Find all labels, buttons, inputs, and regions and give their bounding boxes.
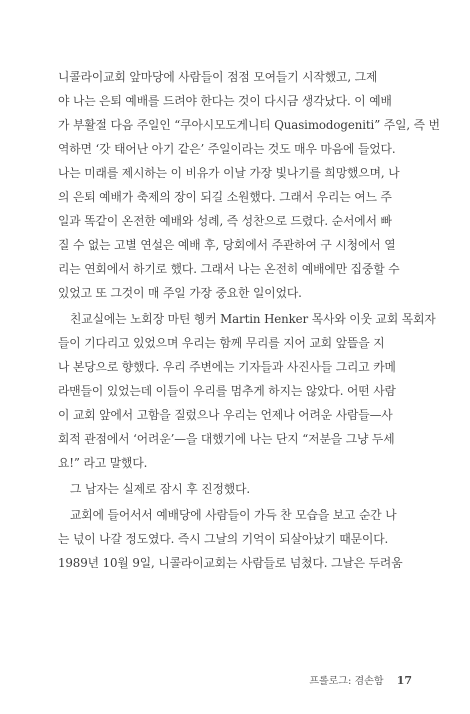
text-line: 1989년 10월 9일, 니콜라이교회는 사람들로 넘쳤다. 그날은 두려움: [58, 556, 403, 570]
paragraph-start-line: 교회에 들어서서 예배당에 사람들이 가득 찬 모습을 보고 순간 나: [70, 508, 397, 522]
text-line: 라맨들이 있었는데 이들이 우리를 멈추게 하지는 않았다. 어떤 사람: [58, 384, 396, 398]
text-line: 의 은퇴 예배가 축제의 장이 되길 소원했다. 그래서 우리는 여느 주: [58, 190, 392, 204]
text-line: 니콜라이교회 앞마당에 사람들이 점점 모여들기 시작했고, 그제: [58, 70, 378, 84]
text-line: 질 수 없는 고별 연설은 예배 후, 당회에서 주관하여 구 시청에서 열: [58, 238, 396, 252]
text-line: 리는 연회에서 하기로 했다. 그래서 나는 온전히 예배에만 집중할 수: [58, 262, 400, 276]
paragraph-start-line: 그 남자는 실제로 잠시 후 진정했다.: [70, 482, 251, 496]
text-line: 요!” 라고 말했다.: [58, 456, 148, 470]
text-line: 역하면 ‘갓 태어난 아기 같은’ 주일이라는 것도 매우 마음에 들었다.: [58, 142, 396, 156]
text-line: 일과 똑같이 온전한 예배와 성례, 즉 성찬으로 드렸다. 순서에서 빠: [58, 214, 392, 228]
text-line: 들이 기다리고 있었으며 우리는 함께 무리를 지어 교회 앞뜰을 지: [58, 336, 385, 350]
running-title: 프롤로그: 겸손함: [309, 676, 384, 687]
text-line: 야 나는 은퇴 예배를 드려야 한다는 것이 다시금 생각났다. 이 예배: [58, 94, 392, 108]
text-line: 나는 미래를 제시하는 이 비유가 이날 가장 빛나기를 희망했으며, 나: [58, 166, 400, 180]
text-line: 는 넋이 나갈 정도였다. 즉시 그날의 기억이 되살아났기 때문이다.: [58, 532, 389, 546]
page-footer: [309, 672, 412, 690]
paragraph-start-line: 친교실에는 노회장 마틴 헹커 Martin Henker 목사와 이웃 교회 목회자: [70, 312, 436, 326]
text-line: 있었고 또 그것이 매 주일 가장 중요한 일이었다.: [58, 286, 302, 300]
text-line: 회적 관점에서 ‘어려운’—을 대했기에 나는 단지 “저분을 그냥 두세: [58, 432, 395, 446]
text-line: 가 부활절 다음 주일인 “쿠아시모도게니티 Quasimodogeniti” 주일, 즉 번: [58, 118, 440, 132]
text-line: 이 교회 앞에서 고함을 질렀으나 우리는 언제나 어려운 사람들—사: [58, 408, 393, 422]
page-number: 17: [396, 674, 412, 687]
text-line: 나 본당으로 향했다. 우리 주변에는 기자들과 사진사들 그리고 카메: [58, 360, 396, 374]
